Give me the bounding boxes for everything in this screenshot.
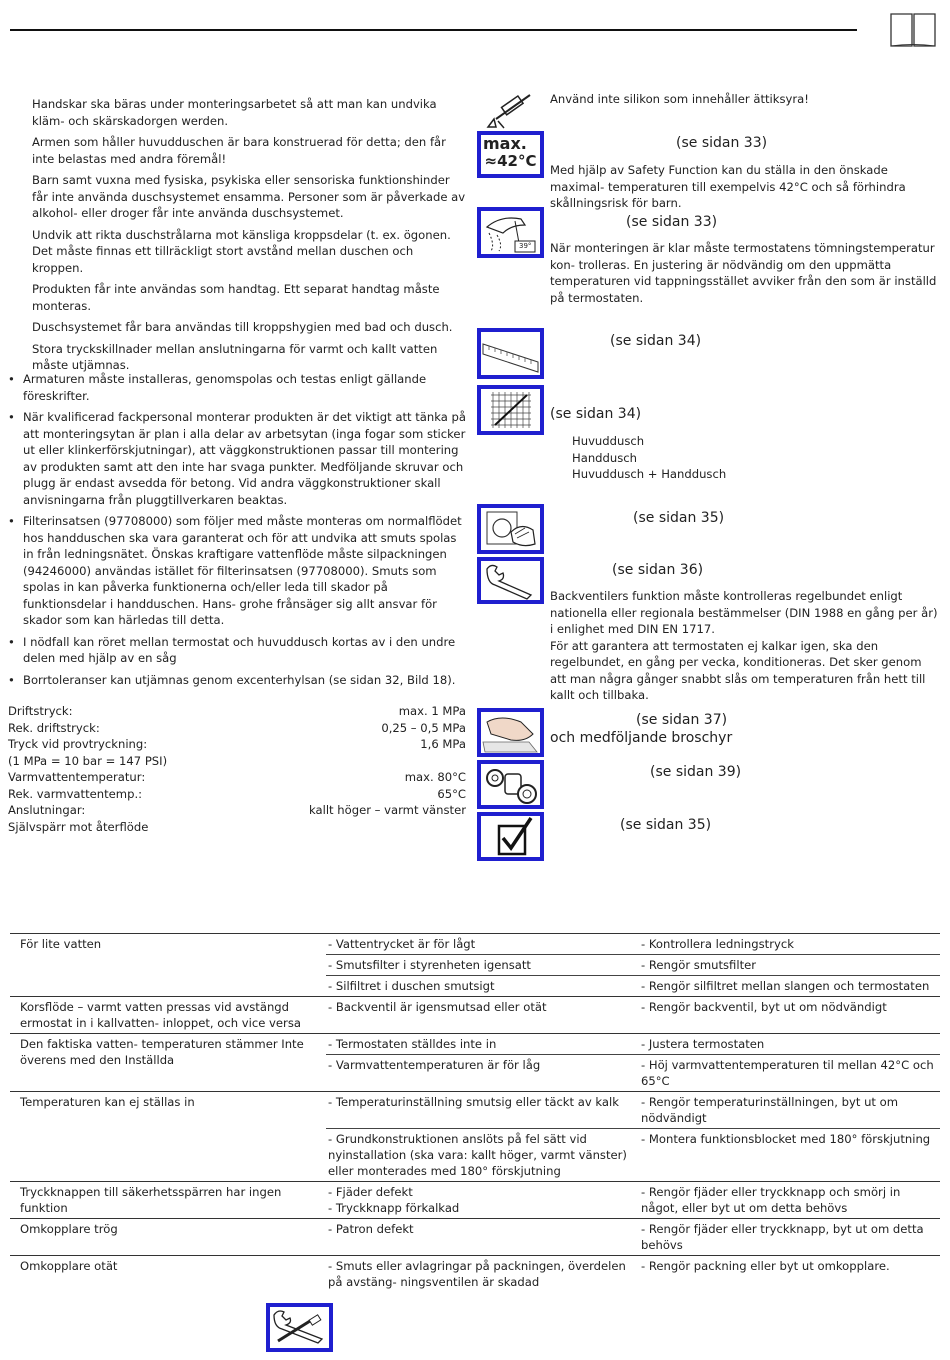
tech-label: Självspärr mot återflöde — [8, 819, 149, 834]
remedy-cell: - Rengör temperaturinställningen, byt ut om nödvändigt — [639, 1092, 940, 1129]
cause-cell: - Temperaturinställning smutsig eller täckt av kalk — [326, 1092, 639, 1129]
tech-value: 65°C — [437, 786, 466, 801]
troubleshooting-table — [10, 933, 940, 1292]
tech-label: Varmvattentemperatur: — [8, 770, 146, 784]
silicone-note: Använd inte silikon som innehåller ättiksyra! — [550, 92, 809, 106]
ref-page-34-a: (se sidan 34) — [610, 333, 702, 349]
tech-value: kallt höger – varmt vänster — [308, 803, 466, 817]
ref-page-35-b: (se sidan 35) — [620, 817, 712, 833]
tech-value: max. 80°C — [404, 770, 466, 784]
problem-cell: Omkopplare otät — [10, 1256, 326, 1293]
safety-item: Armen som håller huvudduschen är bara konstruerad för detta; den får inte belastas med andra föremål! — [32, 135, 446, 166]
dusch-option: Huvuddusch + Handdusch — [572, 467, 727, 481]
tech-row — [8, 736, 466, 753]
tech-row — [8, 769, 466, 786]
cause-cell: - Silfiltret i duschen smutsigt — [326, 976, 639, 997]
tech-value: 1,6 MPa — [420, 737, 466, 751]
drain-temp-text: När monteringen är klar måste termostatens tömningstemperatur kon- trolleras. En justering är nödvändig om den uppmätta temperaturen vid tappningsstället avviker från den som är inställd på termostaten. — [550, 241, 937, 305]
cause-cell: - Smutsfilter i styrenheten igensatt — [326, 955, 639, 976]
remedy-cell: - Rengör silfiltret mellan slangen och termostaten — [639, 976, 940, 997]
problem-cell: Omkopplare trög — [10, 1219, 326, 1256]
cause-cell: - Varmvattentemperaturen är för låg — [326, 1055, 639, 1092]
remedy-cell: - Rengör packning eller byt ut omkopplare. — [639, 1256, 940, 1293]
tech-label: Anslutningar: — [8, 803, 86, 817]
remedy-cell: - Rengör smutsfilter — [639, 955, 940, 976]
max-label: max. — [483, 134, 527, 153]
hand-thermometer-icon — [477, 207, 544, 258]
remedy-cell: - Rengör fjäder eller tryckknapp och smörj in något, eller byt ut om detta behövs — [639, 1182, 940, 1219]
safety-item: Stora tryckskillnader mellan anslutningarna för varmt och kallt vatten måste utjämnas. — [32, 341, 438, 372]
hand-installing-icon — [477, 504, 544, 554]
cause-cell: - Patron defekt — [326, 1219, 639, 1256]
silicone-gun-icon — [484, 93, 534, 133]
tech-row — [8, 819, 466, 836]
ref-page-37: (se sidan 37) — [636, 712, 728, 728]
hand-cleaning-icon — [477, 708, 544, 757]
tech-row — [8, 753, 466, 770]
table-row — [10, 997, 940, 1034]
ref-page-33-b: (se sidan 33) — [626, 214, 718, 230]
remedy-cell: - Rengör backventil, byt ut om nödvändigt — [639, 997, 940, 1034]
installation-item: • Armaturen måste installeras, genomspolas och testas enligt gällande föreskrifter. — [8, 371, 468, 404]
safety-function-text: Med hjälp av Safety Function kan du ställa in den önskade maximal- temperaturen till exempelvis 42°C och så förhindra skållningsrisk för barn. — [550, 163, 906, 210]
tech-label: Tryck vid provtryckning: — [8, 737, 148, 751]
installation-list — [8, 371, 468, 693]
tools-icon — [266, 1303, 333, 1352]
safety-item: Barn samt vuxna med fysiska, psykiska eller sensoriska funktionshinder får inte använda duschsystemet ensamma. Personer som är påverkade av alkohol- eller droger får inte använda duschsystemet. — [32, 173, 466, 220]
tech-row — [8, 703, 466, 720]
table-row — [10, 1034, 940, 1055]
tech-label: Rek. driftstryck: — [8, 720, 100, 735]
wrench-icon — [477, 557, 544, 604]
dusch-option: Handdusch — [572, 450, 637, 465]
dusch-option: Huvuddusch — [572, 434, 645, 448]
table-row — [10, 1182, 940, 1219]
temp-label: ≈42°C — [484, 152, 537, 170]
problem-cell: Tryckknappen till säkerhetsspärren har ingen funktion — [10, 1182, 326, 1219]
tech-label: Driftstryck: — [8, 704, 73, 718]
ref-page-35-a: (se sidan 35) — [633, 510, 725, 526]
ref-page-33-a: (se sidan 33) — [676, 135, 768, 151]
table-row — [10, 1092, 940, 1129]
table-row — [10, 1219, 940, 1256]
backventil-text: Backventilers funktion måste kontrolleras regelbundet enligt nationella eller regionala bestämmelser (DIN 1988 en gång per år) i enlighet med DIN EN 1717. För att garantera att termostaten ej kalkar igen, ska den regelbundet, en gång per vecka, konditioneras. Det sker genom att man några gånger snabbt slås om temperaturen från hett till kallt och tillbaka. — [550, 589, 938, 702]
tech-label: (1 MPa = 10 bar = 147 PSI) — [8, 753, 168, 768]
cause-cell: - Grundkonstruktionen anslöts på fel sätt vid nyinstallation (ska vara: kallt höger, varmt vänster) eller monterades med 180° förskjutning — [326, 1129, 639, 1182]
safety-item: Undvik att rikta duschstrålarna mot känsliga kroppsdelar (t. ex. ögonen. Det måste finnas ett tillräckligt stort avstånd mellan duschen och kroppen. — [32, 227, 451, 275]
broschyr-note: och medföljande broschyr — [550, 730, 733, 746]
problem-cell: Korsflöde – varmt vatten pressas vid avstängd ermostat in i kallvatten- inloppet, och vice versa — [10, 997, 326, 1034]
checkmark-icon — [477, 812, 544, 861]
safety-item: Produkten får inte användas som handtag. Ett separat handtag måste monteras. — [32, 282, 440, 313]
remedy-cell: - Höj varmvattentemperaturen til mellan 42°C och 65°C — [639, 1055, 940, 1092]
ref-page-34-b: (se sidan 34) — [550, 406, 642, 422]
spare-parts-icon — [477, 760, 544, 809]
safety-section — [32, 96, 468, 379]
safety-item: Duschsystemet får bara användas till kroppshygien med bad och dusch. — [32, 320, 453, 334]
ruler-icon — [477, 328, 544, 379]
cause-cell: - Fjäder defekt - Tryckknapp förkalkad — [326, 1182, 639, 1219]
installation-item: • I nödfall kan röret mellan termostat och huvuddusch kortas av i den undre delen med hjälp av en såg — [8, 634, 468, 667]
tech-row — [8, 786, 466, 803]
tech-row — [8, 802, 466, 819]
remedy-cell: - Justera termostaten — [639, 1034, 940, 1055]
max-temperature-icon — [477, 131, 544, 178]
cause-cell: - Vattentrycket är för lågt — [326, 934, 639, 955]
book-icon — [889, 10, 937, 52]
installation-item: • När kvalificerad fackpersonal monterar produkten är det viktigt att tänka på att monteringsytan är plan i alla delar av arbetsytan (inga fogar som sticker ut eller klinkerförskjutningar), att väggkonstruktionen passar till montering av produkten samt att den inte har svaga punkter. Medföljande skruvar och plugg är endast avsedda för betong. Vid andra väggkonstruktioner skall anvisningarna från pluggtillverkaren beaktas. — [8, 409, 468, 508]
installation-item: • Borrtoleranser kan utjämnas genom excenterhylsan (se sidan 32, Bild 18). — [8, 672, 468, 689]
remedy-cell: - Rengör fjäder eller tryckknapp, byt ut om detta behövs — [639, 1219, 940, 1256]
remedy-cell: - Kontrollera ledningstryck — [639, 934, 940, 955]
cause-cell: - Smuts eller avlagringar på packningen, överdelen på avstäng- ningsventilen är skadad — [326, 1256, 639, 1293]
ref-page-39: (se sidan 39) — [650, 764, 742, 780]
problem-cell: För lite vatten — [10, 934, 326, 997]
tech-row — [8, 720, 466, 737]
grid-diagram-icon — [477, 385, 544, 435]
safety-item: Handskar ska bäras under monteringsarbetet så att man kan undvika kläm- och skärskadorgen werden. — [32, 97, 437, 128]
cause-cell: - Backventil är igensmutsad eller otät — [326, 997, 639, 1034]
remedy-cell: - Montera funktionsblocket med 180° förskjutning — [639, 1129, 940, 1182]
header-rule — [10, 29, 857, 31]
problem-cell: Den faktiska vatten- temperaturen stämmer Inte överens med den Inställda — [10, 1034, 326, 1092]
technical-data — [8, 703, 466, 835]
tech-value: 0,25 – 0,5 MPa — [381, 720, 466, 735]
table-row — [10, 934, 940, 955]
tech-value: max. 1 MPa — [398, 704, 466, 718]
installation-item: • Filterinsatsen (97708000) som följer med måste monteras om normalflödet hos handduschen ska vara garanterat och för att undvika att smuts spolas in från ledningsnätet. Önskas kraftigare vattenflöde måste silpackningen (94246000) användas istället för filterinsatsen (97708000). Smuts som spolas in kan påverka funktionerna och/eller leda till skador på funktionsdelar i handduschen. Hans- grohe frånsäger sig allt ansvar för skador som kan härledas till detta. — [8, 513, 468, 629]
ref-page-36: (se sidan 36) — [612, 562, 704, 578]
problem-cell: Temperaturen kan ej ställas in — [10, 1092, 326, 1182]
dusch-options — [572, 433, 726, 483]
table-row — [10, 1256, 940, 1293]
gauge-label: 39° — [519, 242, 532, 250]
cause-cell: - Termostaten ställdes inte in — [326, 1034, 639, 1055]
tech-label: Rek. varmvattentemp.: — [8, 786, 143, 801]
